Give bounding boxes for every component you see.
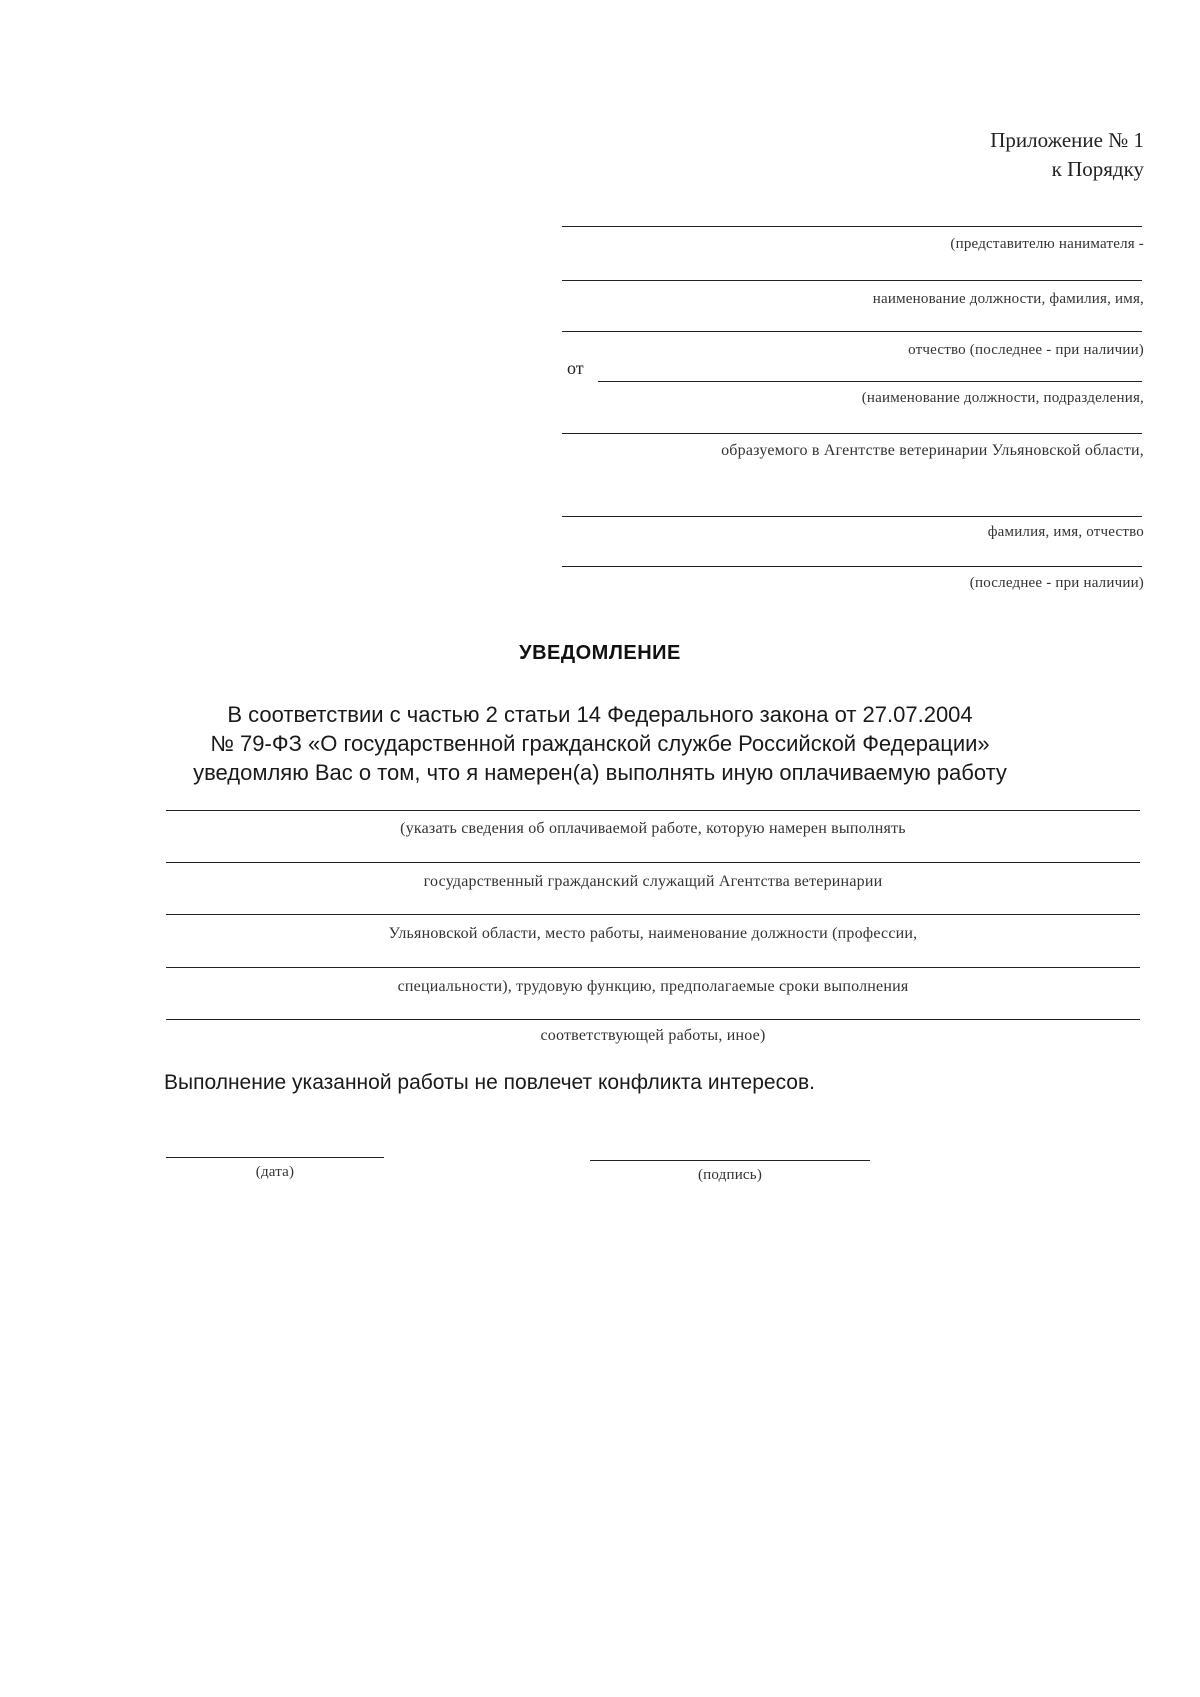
addressee-caption-1: (представителю нанимателя - bbox=[950, 236, 1144, 252]
appendix-number: Приложение № 1 bbox=[990, 128, 1144, 152]
sender-caption-2: образуемого в Агентстве ветеринарии Ульяновской области, bbox=[721, 442, 1144, 459]
addressee-line-3[interactable] bbox=[562, 331, 1142, 332]
sender-caption-1: (наименование должности, подразделения, bbox=[861, 390, 1144, 406]
work-line-2[interactable] bbox=[166, 862, 1140, 863]
work-line-3[interactable] bbox=[166, 914, 1140, 915]
appendix-reference bbox=[990, 126, 1144, 184]
intro-line-3: уведомляю Вас о том, что я намерен(а) выполнять иную оплачиваемую работу bbox=[193, 760, 1007, 785]
sender-line-2[interactable] bbox=[562, 433, 1142, 434]
sender-line-1[interactable] bbox=[598, 381, 1142, 382]
intro-line-2: № 79-ФЗ «О государственной гражданской службе Российской Федерации» bbox=[210, 731, 990, 756]
date-line[interactable] bbox=[166, 1157, 384, 1158]
work-caption-5: соответствующей работы, иное) bbox=[540, 1027, 766, 1044]
signature-line[interactable] bbox=[590, 1160, 870, 1161]
work-caption-3: Ульяновской области, место работы, наименование должности (профессии, bbox=[388, 925, 918, 942]
work-caption-4: специальности), трудовую функцию, предполагаемые сроки выполнения bbox=[397, 978, 909, 995]
addressee-line-2[interactable] bbox=[562, 280, 1142, 281]
addressee-line-1[interactable] bbox=[562, 226, 1142, 227]
sender-line-4[interactable] bbox=[562, 566, 1142, 567]
from-label: от bbox=[567, 358, 584, 378]
addressee-caption-2: наименование должности, фамилия, имя, bbox=[872, 291, 1144, 307]
work-line-4[interactable] bbox=[166, 967, 1140, 968]
work-caption-2: государственный гражданский служащий Агентства ветеринарии bbox=[423, 873, 883, 890]
signature-caption: (подпись) bbox=[697, 1167, 763, 1183]
document-title: УВЕДОМЛЕНИЕ bbox=[519, 642, 681, 664]
intro-paragraph bbox=[150, 700, 1050, 787]
sender-caption-3: фамилия, имя, отчество bbox=[987, 524, 1144, 540]
work-line-5[interactable] bbox=[166, 1019, 1140, 1020]
sender-caption-4: (последнее - при наличии) bbox=[969, 575, 1144, 591]
addressee-caption-3: отчество (последнее - при наличии) bbox=[908, 342, 1144, 358]
appendix-order: к Порядку bbox=[1051, 157, 1144, 181]
intro-line-1: В соответствии с частью 2 статьи 14 Федерального закона от 27.07.2004 bbox=[227, 702, 973, 727]
work-line-1[interactable] bbox=[166, 810, 1140, 811]
conflict-statement: Выполнение указанной работы не повлечет конфликта интересов. bbox=[164, 1071, 815, 1094]
work-caption-1: (указать сведения об оплачиваемой работе, которую намерен выполнять bbox=[400, 820, 906, 837]
sender-line-3[interactable] bbox=[562, 516, 1142, 517]
date-caption: (дата) bbox=[255, 1164, 295, 1180]
